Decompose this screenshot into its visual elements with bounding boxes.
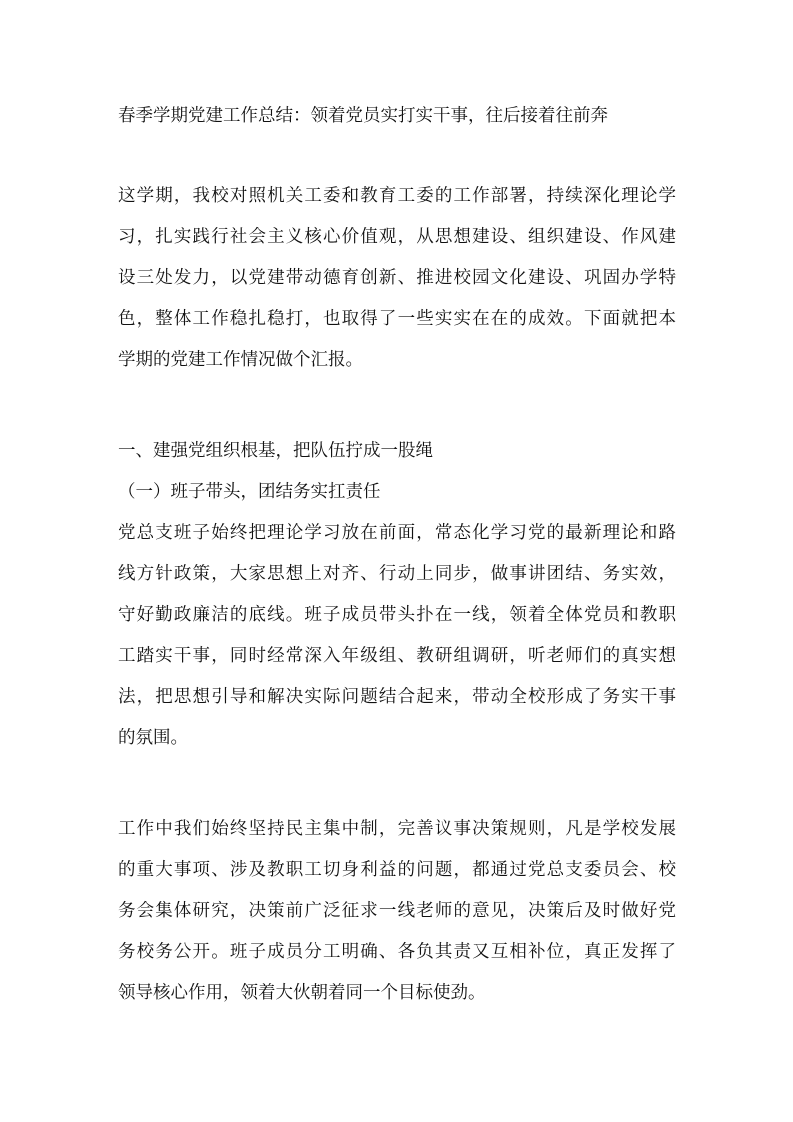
paragraph-line: 务会集体研究，决策前广泛征求一线老师的意见，决策后及时做好党: [118, 901, 676, 921]
paragraph-line: 守好勤政廉洁的底线。班子成员带头扑在一线，领着全体党员和教职: [118, 605, 676, 625]
paragraph-line: 的氛围。: [118, 728, 188, 748]
paragraph-line: 的重大事项、涉及教职工切身利益的问题，都通过党总支委员会、校: [118, 860, 676, 880]
paragraph-line: 线方针政策，大家思想上对齐、行动上同步，做事讲团结、务实效，: [118, 564, 676, 584]
paragraph-line: 法，把思想引导和解决实际问题结合起来，带动全校形成了务实干事: [118, 687, 676, 707]
subsection-heading: （一）班子带头，团结务实扛责任: [118, 482, 381, 502]
intro-line: 设三处发力，以党建带动德育创新、推进校园文化建设、巩固办学特: [118, 268, 676, 288]
paragraph-line: 党总支班子始终把理论学习放在前面，常态化学习党的最新理论和路: [118, 523, 676, 543]
document-title: 春季学期党建工作总结：领着党员实打实干事，往后接着往前奔: [118, 106, 608, 126]
intro-line: 习，扎实践行社会主义核心价值观，从思想建设、组织建设、作风建: [118, 227, 676, 247]
section-heading: 一、建强党组织根基，把队伍拧成一股绳: [118, 441, 433, 461]
intro-line: 这学期，我校对照机关工委和教育工委的工作部署，持续深化理论学: [118, 186, 676, 206]
paragraph-line: 务校务公开。班子成员分工明确、各负其责又互相补位，真正发挥了: [118, 942, 676, 962]
paragraph-line: 工踏实干事，同时经常深入年级组、教研组调研，听老师们的真实想: [118, 646, 676, 666]
intro-line: 学期的党建工作情况做个汇报。: [118, 350, 363, 370]
paragraph-line: 工作中我们始终坚持民主集中制，完善议事决策规则，凡是学校发展: [118, 819, 676, 839]
intro-line: 色，整体工作稳扎稳打，也取得了一些实实在在的成效。下面就把本: [118, 309, 676, 329]
paragraph-line: 领导核心作用，领着大伙朝着同一个目标使劲。: [118, 983, 486, 1003]
